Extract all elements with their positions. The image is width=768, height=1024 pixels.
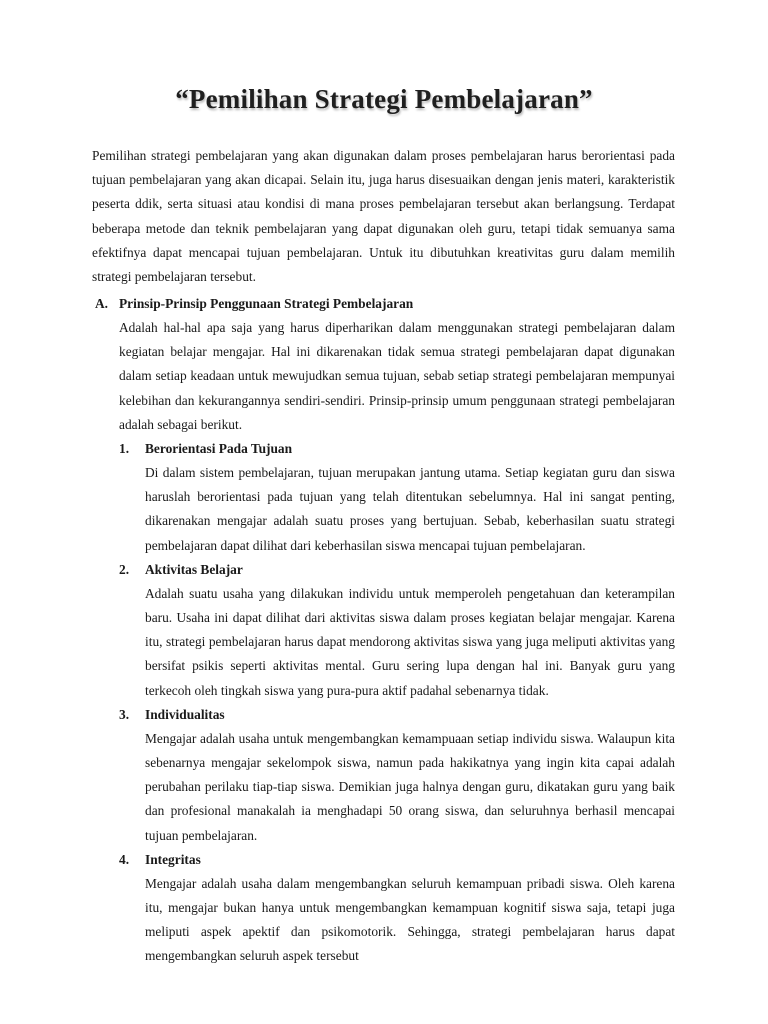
list-item-body: Adalah suatu usaha yang dilakukan individu untuk memperoleh pengetahuan dan keterampilan baru. Usaha ini dapat dilihat dari aktivitas siswa dalam proses kegiatan belajar mengajar. Karena itu, strategi pembelajaran harus dapat mendorong aktivitas siswa yang juga meliputi aktivitas yang bersifat psikis seperti aktivitas mental. Guru sering lupa dengan hal ini. Banyak guru yang terkecoh oleh tingkah siswa yang pura-pura aktif padahal sebenarnya tidak. <box>145 585 675 698</box>
list-item-number: 1. <box>119 441 130 457</box>
list-item-number: 2. <box>119 561 130 577</box>
section-a-heading-text: Prinsip-Prinsip Penggunaan Strategi Pembelajaran <box>119 296 414 311</box>
list-item-body: Di dalam sistem pembelajaran, tujuan merupakan jantung utama. Setiap kegiatan guru dan siswa haruslah berorientasi pada tujuan yang telah ditentukan sebelumnya. Hal ini sangat penting, dikarenakan mengajar adalah suatu proses yang bertujuan. Sebab, keberhasilan suatu strategi pembelajaran dapat dilihat dari keberhasilan siswa mencapai tujuan pembelajaran. <box>145 465 675 553</box>
list-item-heading-text: Individualitas <box>145 706 225 722</box>
list-item-heading <box>92 437 675 461</box>
section-a-marker: A. <box>95 296 109 311</box>
list-item <box>92 848 675 969</box>
list-item-body: Mengajar adalah usaha dalam mengembangkan seluruh kemampuan pribadi siswa. Oleh karena itu, mengajar bukan hanya untuk mengembangkan kemampuan kognitif siswa saja, tetapi juga meliputi aspek apektif dan psikomotorik. Sehingga, strategi pembelajaran harus dapat mengembangkan seluruh aspek tersebut <box>145 875 675 964</box>
section-a-heading <box>92 292 675 316</box>
list-item-heading-text: Integritas <box>145 851 201 867</box>
list-item-heading <box>92 703 675 727</box>
list-item-heading-text: Aktivitas Belajar <box>145 561 243 577</box>
principles-list <box>92 437 675 969</box>
list-item <box>92 437 675 558</box>
list-item <box>92 558 675 703</box>
list-item-number: 4. <box>119 851 130 867</box>
list-item-heading-text: Berorientasi Pada Tujuan <box>145 441 293 457</box>
list-item <box>92 703 675 848</box>
intro-paragraph: Pemilihan strategi pembelajaran yang akan digunakan dalam proses pembelajaran harus berorientasi pada tujuan pembelajaran yang akan dicapai. Selain itu, juga harus disesuaikan dengan jenis materi, karakteristik peserta ddik, serta situasi atau kondisi di mana proses pembelajaran tersebut akan berlangsung. Terdapat beberapa metode dan teknik pembelajaran yang dapat digunakan oleh guru, tetapi tidak semuanya sama efektifnya dapat mencapai tujuan pembelajaran. Untuk itu dibutuhkan kreativitas guru dalam memilih strategi pembelajaran tersebut. <box>92 148 675 285</box>
page-title: “Pemilihan Strategi Pembelajaran” <box>175 84 593 114</box>
section-a-body: Adalah hal-hal apa saja yang harus diperharikan dalam menggunakan strategi pembelajaran dalam kegiatan belajar mengajar. Hal ini dikarenakan tidak semua strategi pembelajaran dapat digunakan dalam setiap keadaan untuk mewujudkan semua tujuan, sebab setiap strategi pembelajaran mempunyai kelebihan dan kekurangannya sendiri-sendiri. Prinsip-prinsip umum penggunaan strategi pembelajaran adalah sebagai berikut. <box>119 320 675 432</box>
section-a <box>92 292 675 969</box>
list-item-heading <box>92 848 675 872</box>
list-item-body: Mengajar adalah usaha untuk mengembangkan kemampuaan setiap individu siswa. Walaupun kita sebenarnya mengajar sekelompok siswa, namun pada hakikatnya yang ingin kita capai adalah perubahan perilaku tiap-tiap siswa. Demikian juga halnya dengan guru, dikatakan guru yang baik dan profesional manakalah ia menghadapi 50 orang siswa, dan seluruhnya berhasil mencapai tujuan pembelajaran. <box>145 730 675 843</box>
list-item-number: 3. <box>119 706 130 722</box>
list-item-heading <box>92 558 675 582</box>
